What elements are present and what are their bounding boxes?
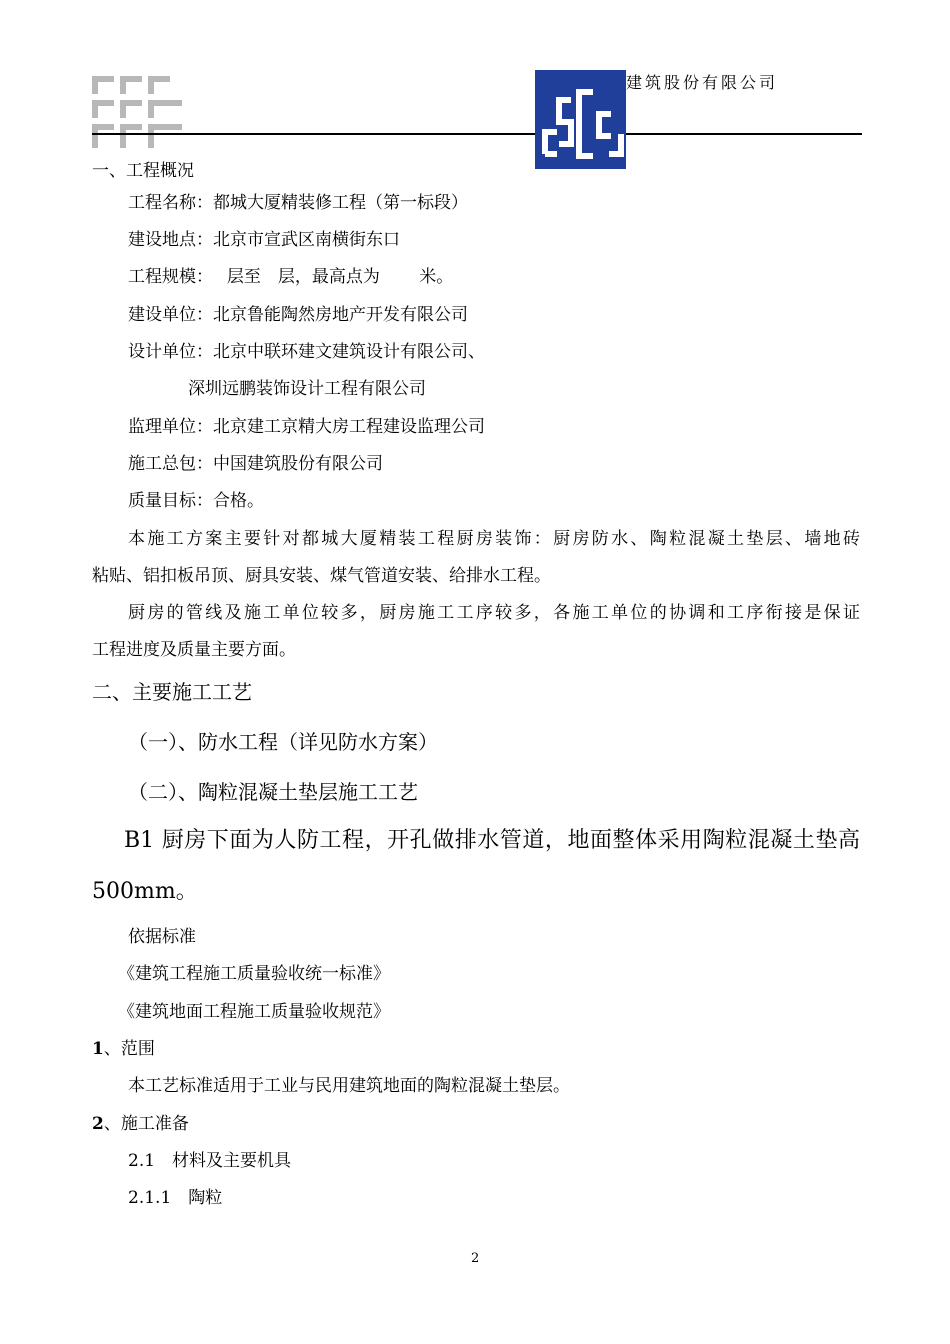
ceramsite-subheading: （二）、陶粒混凝土垫层施工工艺 [128, 780, 418, 804]
item-2-1-1: 2.1.1 陶粒 [128, 1188, 223, 1208]
header-rule-right [626, 133, 862, 135]
prep-number: 2 [92, 1114, 104, 1134]
standard-floor: 《建筑地面工程施工质量验收规范》 [118, 1002, 390, 1022]
prep-heading [92, 1114, 189, 1134]
general-contractor: 施工总包：中国建筑股份有限公司 [128, 454, 383, 474]
design-unit-2: 深圳远鹏装饰设计工程有限公司 [188, 379, 426, 399]
scope-heading [92, 1039, 155, 1059]
coordination-paragraph-line1: 厨房的管线及施工单位较多，厨房施工工序较多，各施工单位的协调和工序衔接是保证 [128, 603, 860, 623]
scope-paragraph-line2: 粘贴、铝扣板吊顶、厨具安装、煤气管道安装、给排水工程。 [92, 566, 551, 586]
page-number: 2 [471, 1251, 480, 1266]
supervision-unit: 监理单位：北京建工京精大房工程建设监理公司 [128, 417, 485, 437]
design-unit: 设计单位：北京中联环建文建筑设计有限公司、 [128, 342, 485, 362]
project-scale: 工程规模： 层至 层，最高点为 米。 [128, 267, 454, 287]
prep-label: 、施工准备 [103, 1114, 189, 1134]
cscec-logo-icon [535, 70, 626, 169]
company-name: 建筑股份有限公司 [626, 73, 779, 92]
scope-paragraph-line1: 本施工方案主要针对都城大厦精装工程厨房装饰：厨房防水、陶粒混凝土垫层、墙地砖 [128, 529, 860, 549]
b1-paragraph-line2: 500mm。 [92, 879, 198, 904]
quality-target: 质量目标：合格。 [128, 491, 264, 511]
section2-heading: 二、主要施工工艺 [92, 680, 252, 704]
scope-number: 1 [92, 1039, 104, 1059]
owner-unit: 建设单位：北京鲁能陶然房地产开发有限公司 [128, 305, 468, 325]
basis-label: 依据标准 [128, 927, 196, 947]
section1-heading: 一、工程概况 [92, 161, 194, 181]
waterproof-subheading: （一）、防水工程（详见防水方案） [128, 730, 438, 754]
header-rule-left [92, 133, 537, 135]
b1-paragraph-line1: B1 厨房下面为人防工程，开孔做排水管道，地面整体采用陶粒混凝土垫高 [124, 828, 860, 853]
coordination-paragraph-line2: 工程进度及质量主要方面。 [92, 640, 296, 660]
gray-grid-logo-icon [88, 72, 188, 154]
item-2-1: 2.1 材料及主要机具 [128, 1151, 292, 1171]
standard-unified: 《建筑工程施工质量验收统一标准》 [118, 964, 390, 984]
project-location: 建设地点：北京市宣武区南横街东口 [128, 230, 400, 250]
scope-text: 本工艺标准适用于工业与民用建筑地面的陶粒混凝土垫层。 [128, 1076, 570, 1096]
scope-label: 、范围 [103, 1039, 155, 1059]
project-name: 工程名称：都城大厦精装修工程（第一标段） [128, 193, 468, 213]
